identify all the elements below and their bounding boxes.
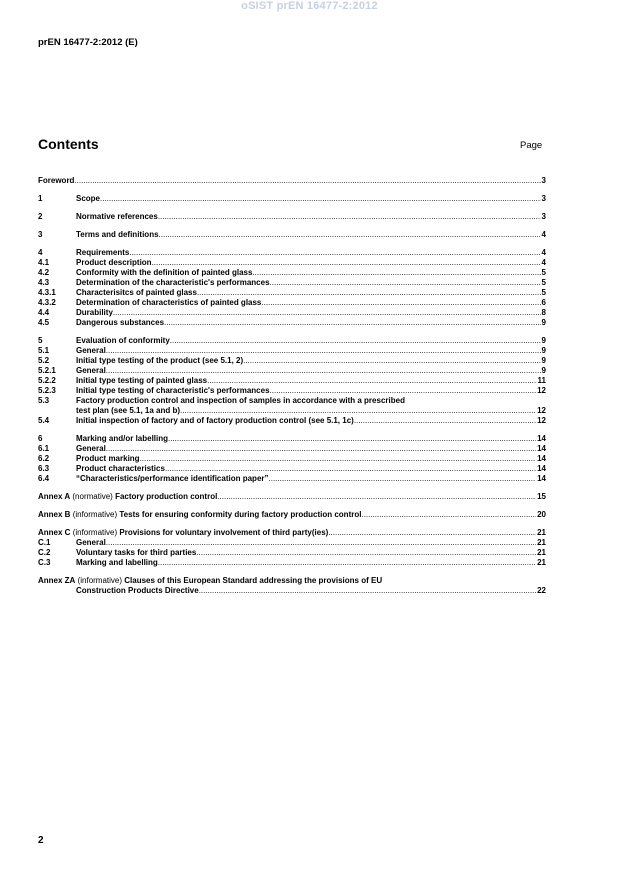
toc-number: 6.3 (38, 464, 50, 473)
toc-entry[interactable] (38, 298, 546, 308)
toc-title: “Characteristics/performance identification paper” (76, 474, 269, 483)
annex-label: Annex ZA (38, 576, 76, 585)
toc-number: 5.1 (38, 346, 50, 355)
table-of-contents (38, 176, 546, 596)
toc-number: 4.4 (38, 308, 50, 317)
toc-entry[interactable] (38, 288, 546, 298)
toc-page: 4 (541, 248, 546, 257)
toc-entry[interactable] (38, 336, 546, 346)
toc-title: Terms and definitions (76, 230, 159, 239)
toc-number: 5.4 (38, 416, 50, 425)
toc-entry[interactable] (38, 434, 546, 444)
toc-title: Requirements (76, 248, 130, 257)
toc-title: Initial type testing of painted glass (76, 376, 208, 385)
toc-number: 6 (38, 434, 43, 443)
document-id: prEN 16477-2:2012 (E) (38, 37, 138, 48)
annex-type: (normative) (72, 492, 113, 501)
toc-entry[interactable] (38, 464, 546, 474)
toc-entry[interactable] (38, 318, 546, 328)
toc-entry[interactable] (38, 454, 546, 464)
toc-title: Initial inspection of factory and of factory production control (see 5.1, 1c) (76, 416, 354, 425)
toc-number: 5.2.1 (38, 366, 56, 375)
toc-page: 14 (537, 454, 546, 463)
toc-number: C.3 (38, 558, 51, 567)
toc-number: 4.3 (38, 278, 50, 287)
watermark: oSIST prEN 16477-2:2012 (241, 0, 378, 12)
toc-number: 2 (38, 212, 43, 221)
toc-title: Durability (76, 308, 113, 317)
toc-title: General (76, 346, 106, 355)
toc-entry[interactable] (38, 278, 546, 288)
toc-number: 3 (38, 230, 43, 239)
annex-label: Annex A (38, 492, 71, 501)
toc-number: 4 (38, 248, 43, 257)
contents-title: Contents (38, 136, 99, 152)
toc-page: 3 (541, 176, 546, 185)
annex-type: (informative) (72, 510, 118, 519)
page-number: 2 (38, 835, 44, 846)
toc-page: 3 (541, 212, 546, 221)
toc-page: 3 (541, 194, 546, 203)
toc-title: Characterisitcs of painted glass (76, 288, 197, 297)
toc-page: 5 (541, 278, 546, 287)
toc-page: 14 (537, 474, 546, 483)
toc-title: Evaluation of conformity (76, 336, 170, 345)
toc-title: Provisions for voluntary involvement of third party(ies) (119, 528, 329, 537)
toc-entry-annex-za[interactable] (38, 576, 546, 586)
toc-page: 5 (541, 268, 546, 277)
toc-page: 9 (541, 366, 546, 375)
toc-page: 4 (541, 230, 546, 239)
toc-number: 5.2.3 (38, 386, 56, 395)
toc-entry[interactable] (38, 548, 546, 558)
toc-entry[interactable] (38, 558, 546, 568)
toc-entry[interactable] (38, 376, 546, 386)
toc-page: 21 (537, 528, 546, 537)
toc-page: 21 (537, 558, 546, 567)
toc-entry[interactable] (38, 396, 546, 406)
toc-title: General (76, 366, 106, 375)
toc-title: Clauses of this European Standard addressing the provisions of EU (124, 576, 383, 585)
toc-page: 22 (537, 586, 546, 595)
toc-page: 9 (541, 346, 546, 355)
toc-entry[interactable] (38, 258, 546, 268)
toc-title: Initial type testing of the product (see 5.1, 2) (76, 356, 244, 365)
toc-entry-annex-a[interactable] (38, 492, 546, 502)
toc-entry[interactable] (38, 194, 546, 204)
toc-entry-foreword[interactable] (38, 176, 546, 186)
toc-number: C.2 (38, 548, 51, 557)
toc-number: 5.2.2 (38, 376, 56, 385)
toc-page: 9 (541, 356, 546, 365)
toc-entry[interactable] (38, 366, 546, 376)
toc-page: 9 (541, 318, 546, 327)
toc-number: 1 (38, 194, 43, 203)
page-column-label: Page (520, 140, 543, 151)
toc-page: 21 (537, 538, 546, 547)
toc-entry-continuation[interactable] (38, 586, 546, 596)
toc-page: 12 (537, 386, 546, 395)
annex-label: Annex B (38, 510, 71, 519)
toc-page: 8 (541, 308, 546, 317)
toc-title-continued: Construction Products Directive (76, 586, 199, 595)
toc-title: Initial type testing of characteristic's performances (76, 386, 270, 395)
toc-number: 6.1 (38, 444, 50, 453)
toc-entry[interactable] (38, 538, 546, 548)
toc-title: Conformity with the definition of painted glass (76, 268, 253, 277)
toc-entry[interactable] (38, 212, 546, 222)
toc-entry[interactable] (38, 308, 546, 318)
toc-title: Scope (76, 194, 101, 203)
toc-number: 6.4 (38, 474, 50, 483)
toc-title: Product marking (76, 454, 140, 463)
toc-entry[interactable] (38, 474, 546, 484)
toc-title: Marking and labelling (76, 558, 158, 567)
toc-page: 12 (537, 416, 546, 425)
toc-title-continued: test plan (see 5.1, 1a and b) (76, 406, 181, 415)
toc-entry[interactable] (38, 416, 546, 426)
toc-page: 14 (537, 434, 546, 443)
toc-title: Normative references (76, 212, 158, 221)
toc-page: 14 (537, 444, 546, 453)
toc-title: Factory production control (115, 492, 218, 501)
toc-entry-annex-b[interactable] (38, 510, 546, 520)
toc-number: 4.5 (38, 318, 50, 327)
toc-number: 4.2 (38, 268, 50, 277)
toc-title: Product characteristics (76, 464, 165, 473)
toc-title: Foreword (38, 176, 75, 185)
toc-title: Factory production control and inspection of samples in accordance with a prescribed (76, 396, 405, 405)
toc-entry[interactable] (38, 268, 546, 278)
toc-page: 14 (537, 464, 546, 473)
toc-number: 5.3 (38, 396, 50, 405)
annex-type: (informative) (77, 576, 123, 585)
toc-page: 20 (537, 510, 546, 519)
toc-number: 5 (38, 336, 43, 345)
toc-title: Dangerous substances (76, 318, 165, 327)
toc-page: 15 (537, 492, 546, 501)
toc-title: Determination of the characteristic's performances (76, 278, 270, 287)
annex-label: Annex C (38, 528, 71, 537)
toc-number: 6.2 (38, 454, 50, 463)
toc-page: 6 (541, 298, 546, 307)
toc-entry-continuation[interactable] (38, 406, 546, 416)
toc-title: General (76, 538, 106, 547)
toc-page: 4 (541, 258, 546, 267)
toc-number: 4.1 (38, 258, 50, 267)
toc-page: 12 (537, 406, 546, 415)
toc-page: 21 (537, 548, 546, 557)
toc-entry[interactable] (38, 356, 546, 366)
toc-number: 4.3.2 (38, 298, 56, 307)
toc-entry-annex-c[interactable] (38, 528, 546, 538)
toc-entry[interactable] (38, 230, 546, 240)
toc-number: 5.2 (38, 356, 50, 365)
toc-title: Voluntary tasks for third parties (76, 548, 197, 557)
toc-title: Determination of characteristics of painted glass (76, 298, 262, 307)
toc-page: 11 (537, 376, 546, 385)
toc-entry[interactable] (38, 444, 546, 454)
toc-title: General (76, 444, 106, 453)
toc-page: 9 (541, 336, 546, 345)
toc-number: C.1 (38, 538, 51, 547)
annex-type: (informative) (72, 528, 118, 537)
toc-entry[interactable] (38, 248, 546, 258)
toc-title: Tests for ensuring conformity during factory production control (119, 510, 362, 519)
toc-page: 5 (541, 288, 546, 297)
toc-title: Product description (76, 258, 152, 267)
toc-entry[interactable] (38, 346, 546, 356)
toc-number: 4.3.1 (38, 288, 56, 297)
toc-entry[interactable] (38, 386, 546, 396)
toc-title: Marking and/or labelling (76, 434, 169, 443)
